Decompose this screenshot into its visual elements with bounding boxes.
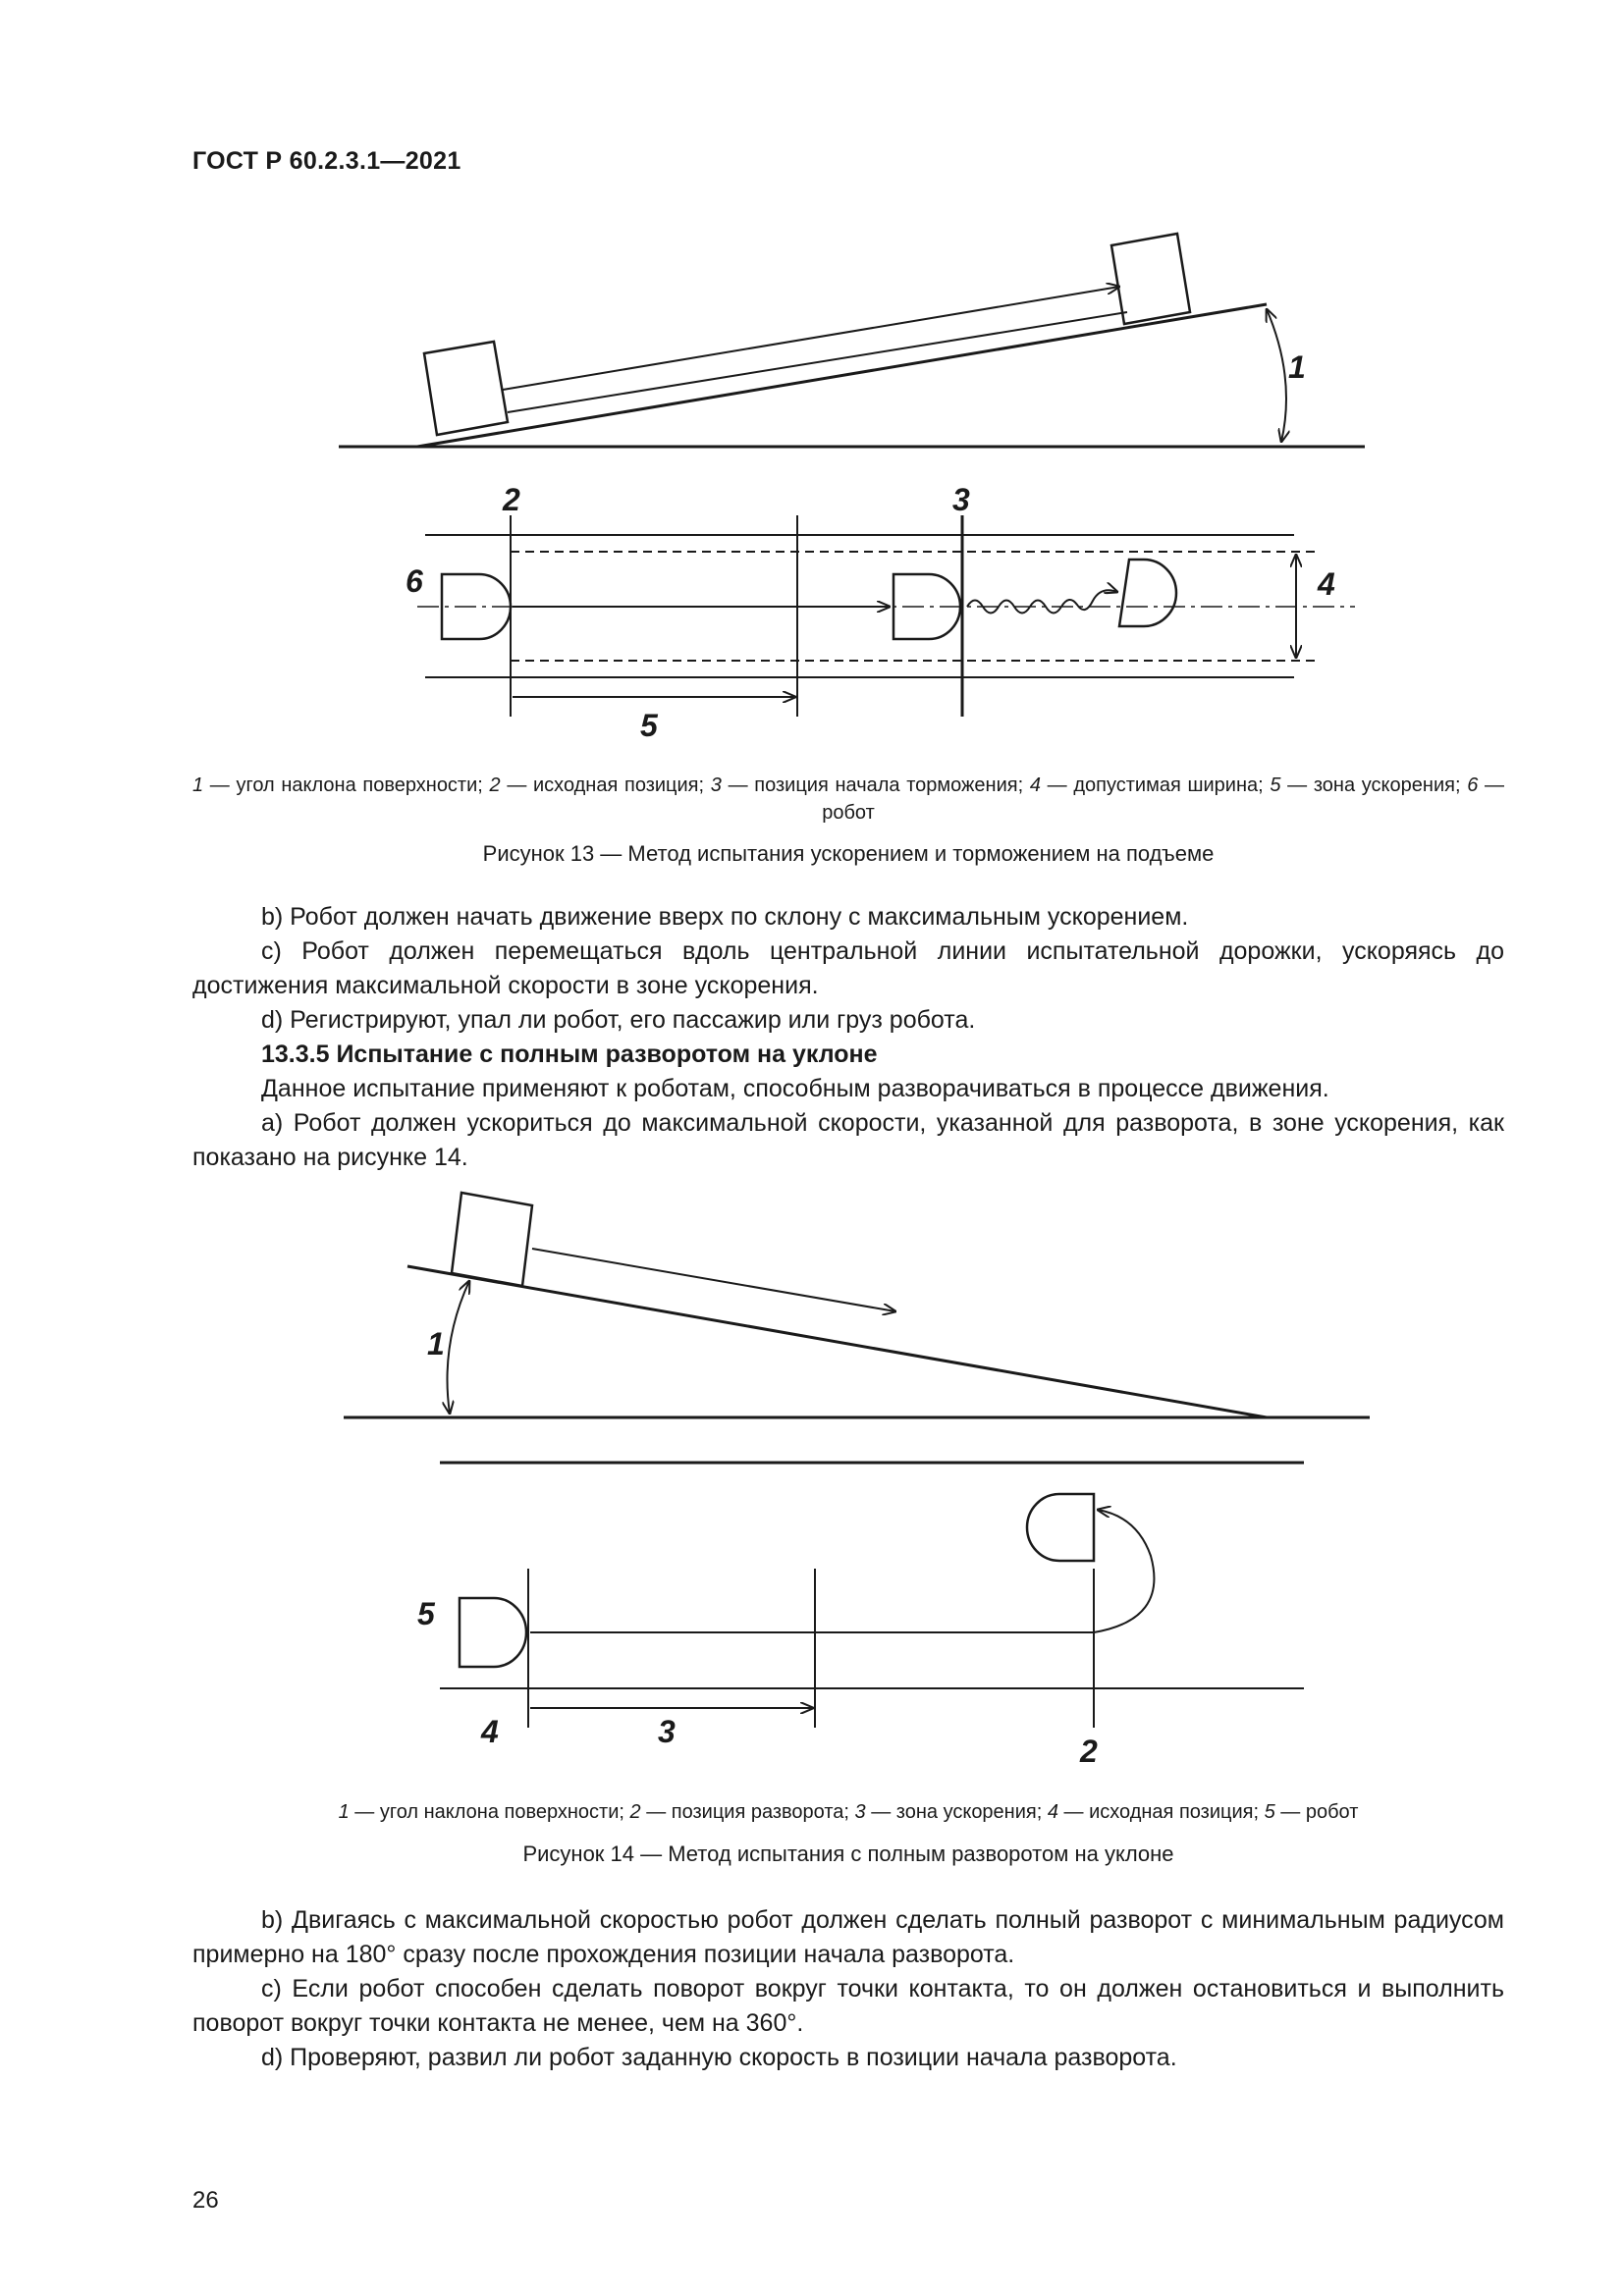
motion-line-lower [508,312,1127,412]
braking-wavy-path [967,590,1117,613]
figure-14-diagram [0,1178,1624,1787]
fig13-label-1: 1 [1288,349,1306,385]
figure-13-legend: 1 — угол наклона поверхности; 2 — исходная позиция; 3 — позиция начала торможения; 4 — допустимая ширина; 5 — зона ускорения; 6 — робот [192,774,1505,824]
section-heading: 13.3.5 Испытание с полным разворотом на уклоне [261,1041,878,1068]
robot-start [460,1598,526,1667]
paragraph: c) Робот должен перемещаться вдоль центральной линии испытательной дорожки, ускоряясь до достижения максимальной скорости в зоне ускорения. [192,937,1504,999]
motion-arrow [532,1249,895,1311]
fig13-label-5: 5 [640,708,658,743]
paragraph: d) Проверяют, развил ли робот заданную скорость в позиции начала разворота. [261,2044,1177,2071]
fig13-label-3: 3 [952,482,970,517]
figure-13-caption: Рисунок 13 — Метод испытания ускорением и торможением на подъеме [482,841,1215,866]
page-number: 26 [192,2187,219,2214]
paragraph: а) Робот должен ускориться до максимальной скорости, указанной для разворота, в зоне ускорения, как показано на рисунке 14. [192,1109,1504,1171]
motion-arrow [503,287,1119,390]
box-end [1111,234,1190,324]
text-block-2 [192,1903,1504,2075]
figure-14-caption: Рисунок 14 — Метод испытания с полным разворотом на уклоне [522,1842,1174,1866]
robot-turned [1027,1494,1094,1561]
turn-arc [1094,1510,1154,1632]
document-id: ГОСТ Р 60.2.3.1—2021 [192,147,461,175]
fig13-label-6: 6 [406,563,423,599]
fig14-label-5: 5 [417,1596,435,1631]
slope-line [407,1266,1267,1417]
fig13-label-2: 2 [503,482,520,517]
box [452,1193,532,1286]
figure-14-legend: 1 — угол наклона поверхности; 2 — позиция разворота; 3 — зона ускорения; 4 — исходная позиция; 5 — робот [338,1801,1359,1823]
fig14-label-1: 1 [427,1326,445,1362]
angle-arc [1267,309,1286,442]
fig14-label-3: 3 [658,1714,676,1749]
robot-stopped [1119,560,1176,626]
paragraph: c) Если робот способен сделать поворот вокруг точки контакта, то он должен остановиться и выполнить поворот вокруг точки контакта не менее, чем на 360°. [192,1975,1504,2037]
fig14-label-2: 2 [1080,1734,1098,1769]
fig14-label-4: 4 [481,1714,499,1749]
slope-line [417,304,1267,447]
paragraph: b) Двигаясь с максимальной скоростью робот должен сделать полный разворот с минимальным радиусом примерно на 180° сразу после прохождения позиции начала разворота. [192,1906,1504,1968]
paragraph: d) Регистрируют, упал ли робот, его пассажир или груз робота. [261,1006,976,1034]
paragraph: b) Робот должен начать движение вверх по склону с максимальным ускорением. [261,903,1189,931]
box-start [424,342,508,435]
text-block-1 [192,900,1504,1175]
fig13-label-4: 4 [1318,566,1335,602]
angle-arc [448,1281,470,1414]
paragraph: Данное испытание применяют к роботам, способным разворачиваться в процессе движения. [261,1075,1329,1102]
